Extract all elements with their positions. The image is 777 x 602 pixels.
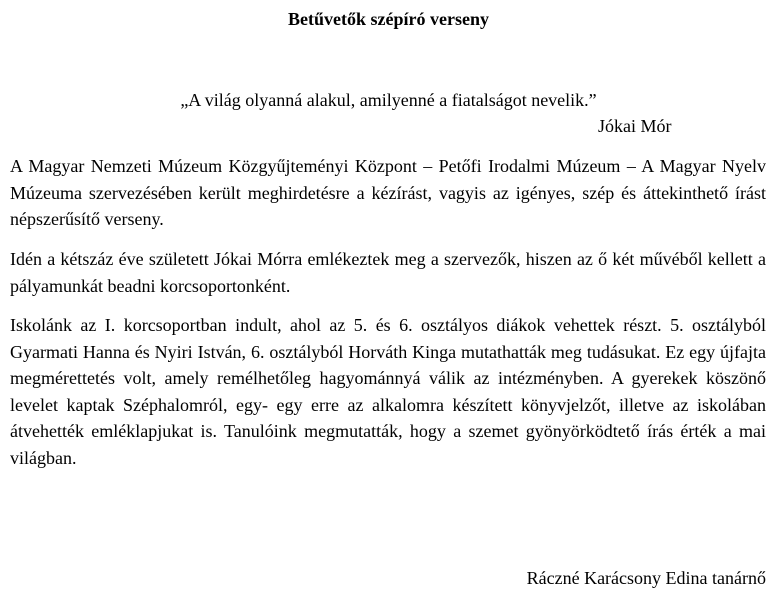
- quote-text: „A világ olyanná alakul, amilyenné a fiatalságot nevelik.”: [180, 90, 597, 110]
- paragraph-school: Iskolánk az I. korcsoportban indult, ahol az 5. és 6. osztályos diákok vehettek részt. 5. osztályból Gyarmati Hanna és Nyiri István, 6. osztályból Horváth Kinga mutathatták meg tudásukat. Ez egy újfajta megmérettetés volt, amely remélhetőleg hagyománnyá válik az intézményben. A gyerekek köszönő levelet kaptak Széphalomról, egy- egy erre az alkalomra készített könyvjelzőt, illetve az iskolában átvehették emléklapjukat is. Tanulóink megmutatták, hogy a szemet gyönyörködtető írás érték a mai világban.: [10, 315, 766, 468]
- paragraph-intro: A Magyar Nemzeti Múzeum Közgyűjteményi Központ – Petőfi Irodalmi Múzeum – A Magyar Nyelv Múzeuma szervezésében került meghirdetésre a kézírást, vagyis az igényes, szép és áttekinthető írást népszerűsítő verseny.: [10, 156, 766, 229]
- quote-author: Jókai Mór: [598, 116, 672, 136]
- signature: Ráczné Karácsony Edina tanárnő: [526, 568, 766, 588]
- paragraph-jokai: Idén a kétszáz éve született Jókai Mórra emlékeztek meg a szervezők, hiszen az ő két művéből kellett a pályamunkát beadni korcsoportonként.: [10, 249, 766, 296]
- document-title: Betűvetők szépíró verseny: [288, 9, 489, 29]
